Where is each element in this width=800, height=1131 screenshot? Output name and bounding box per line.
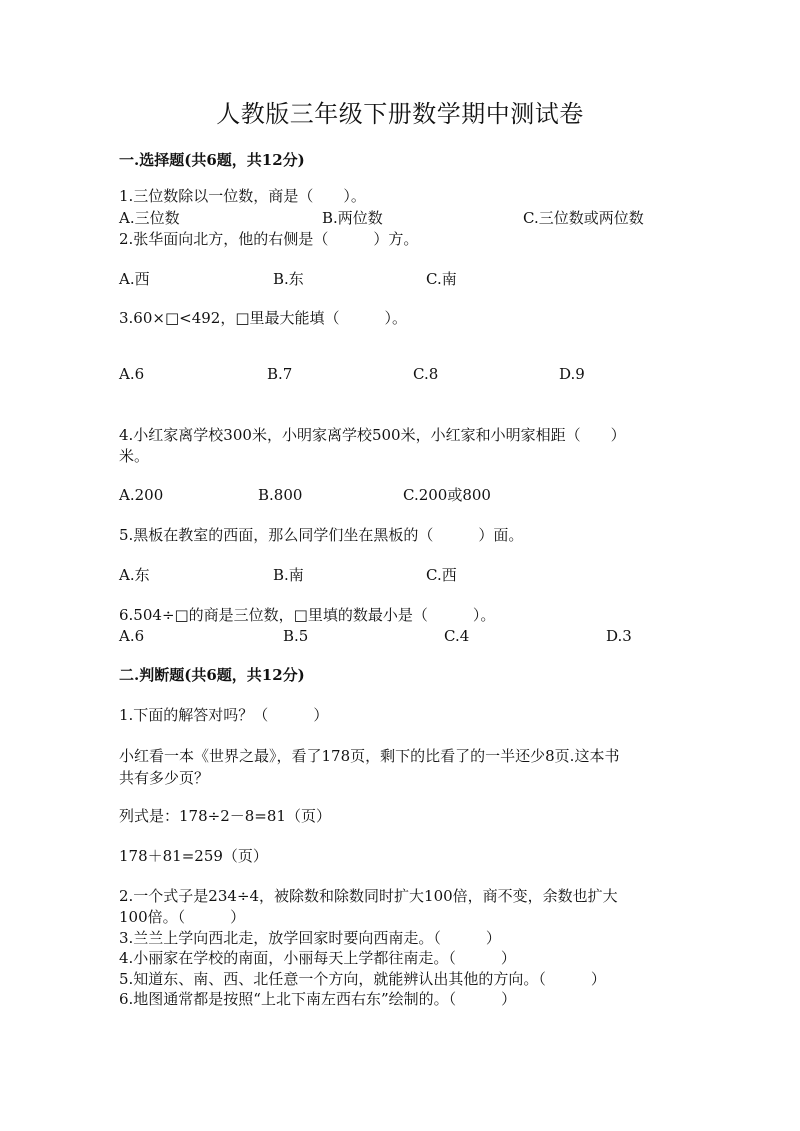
option: D.3 <box>606 627 632 645</box>
option: C.三位数或两位数 <box>523 209 644 227</box>
question-stem: 3.60×□<492，□里最大能填（ ）。 <box>119 309 408 327</box>
option: C.4 <box>444 627 470 645</box>
question-stem: 5.黑板在教室的西面，那么同学们坐在黑板的（ ）面。 <box>119 526 524 544</box>
option: C.200或800 <box>403 486 491 504</box>
question-stem: 100倍。（ ） <box>119 908 246 926</box>
option: B.东 <box>273 270 304 288</box>
option: B.南 <box>273 566 304 584</box>
question-stem: 6.504÷□的商是三位数，□里填的数最小是（ ）。 <box>119 606 496 624</box>
question-stem: 6.地图通常都是按照“上北下南左西右东”绘制的。（ ） <box>119 990 517 1008</box>
option: B.两位数 <box>322 209 383 227</box>
question-stem: 米。 <box>119 447 150 465</box>
work-line: 列式是：178÷2－8=81（页） <box>119 807 331 825</box>
question-stem: 4.小丽家在学校的南面，小丽每天上学都往南走。（ ） <box>119 949 516 967</box>
section-heading-judgement: 二.判断题(共6题，共12分) <box>119 666 305 684</box>
option: B.7 <box>267 365 293 383</box>
option: A.三位数 <box>119 209 180 227</box>
option: A.200 <box>119 486 164 504</box>
option: A.6 <box>119 627 145 645</box>
question-stem: 5.知道东、南、西、北任意一个方向，就能辨认出其他的方向。（ ） <box>119 970 606 988</box>
option: B.800 <box>258 486 303 504</box>
question-stem: 2.一个式子是234÷4，被除数和除数同时扩大100倍，商不变，余数也扩大 <box>119 887 618 905</box>
option: A.西 <box>119 270 150 288</box>
option: A.6 <box>119 365 145 383</box>
option: C.8 <box>413 365 439 383</box>
option: A.东 <box>119 566 150 584</box>
section-heading-choice: 一.选择题(共6题，共12分) <box>119 151 305 169</box>
question-stem: 1.三位数除以一位数，商是（ ）。 <box>119 187 366 205</box>
option: C.西 <box>426 566 457 584</box>
option: B.5 <box>283 627 309 645</box>
question-stem: 1.下面的解答对吗？（ ） <box>119 706 329 724</box>
question-stem: 3.兰兰上学向西北走，放学回家时要向西南走。（ ） <box>119 929 501 947</box>
option: D.9 <box>559 365 585 383</box>
question-stem: 4.小红家离学校300米，小明家离学校500米，小红家和小明家相距（ ） <box>119 426 626 444</box>
problem-text: 共有多少页？ <box>119 769 210 787</box>
page-title: 人教版三年级下册数学期中测试卷 <box>216 100 584 128</box>
work-line: 178＋81=259（页） <box>119 847 268 865</box>
option: C.南 <box>426 270 457 288</box>
problem-text: 小红看一本《世界之最》，看了178页，剩下的比看了的一半还少8页.这本书 <box>119 747 620 765</box>
question-stem: 2.张华面向北方，他的右侧是（ ）方。 <box>119 230 419 248</box>
